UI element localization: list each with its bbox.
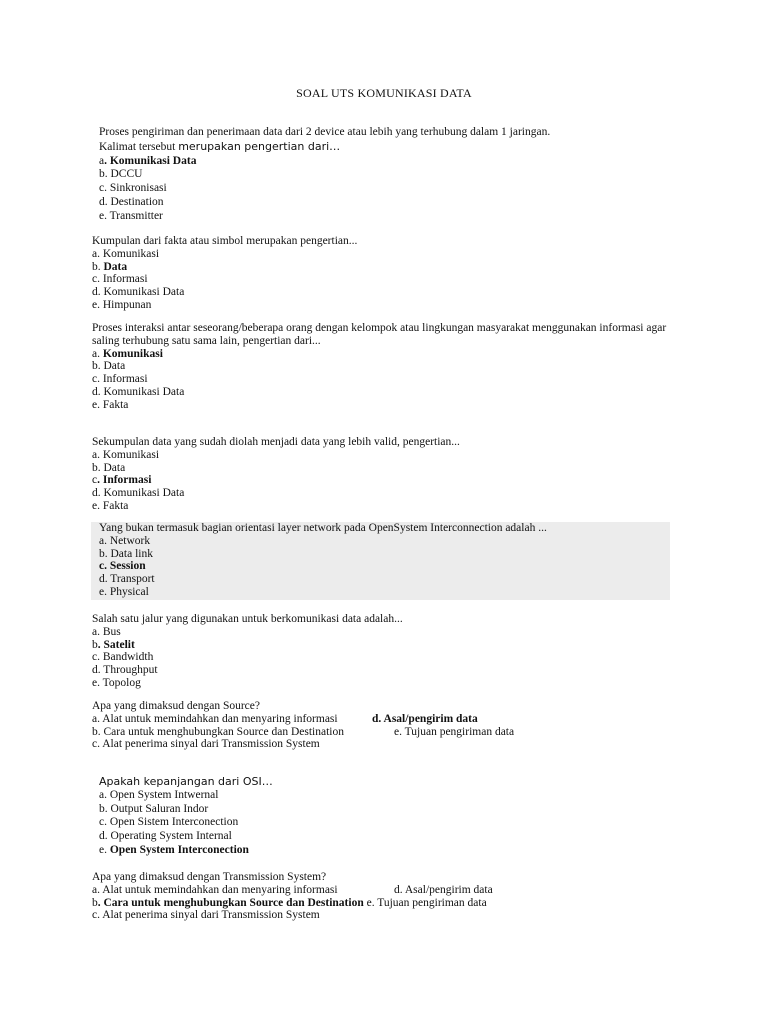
question-9: [92, 871, 682, 922]
question-1-option-a: [99, 155, 689, 169]
question-2-option-a: a. Komunikasi: [92, 247, 160, 260]
question-8-option-d: d. Operating System Internal: [99, 830, 232, 843]
question-6: [92, 613, 682, 690]
question-7: [92, 700, 682, 751]
question-3-option-e: e. Fakta: [92, 398, 129, 411]
question-4: [92, 436, 682, 513]
option-b-letter: b: [92, 638, 98, 651]
question-6-option-d: d. Throughput: [92, 664, 158, 677]
option-c-letter: c: [92, 474, 98, 487]
question-1: [99, 126, 689, 224]
question-4-text: Sekumpulan data yang sudah diolah menjadi data yang lebih valid, pengertian...: [92, 436, 460, 448]
option-a-answer: . Komunikasi Data: [104, 154, 197, 167]
question-3-option-c: c. Informasi: [92, 373, 148, 386]
option-c-answer: . Informasi: [97, 474, 152, 487]
question-6-text: Salah satu jalur yang digunakan untuk berkomunikasi data adalah...: [92, 613, 403, 625]
question-3-option-a: [92, 348, 682, 361]
question-6-option-e: e. Topolog: [92, 676, 141, 689]
question-7-row-2: [92, 726, 682, 739]
option-b-answer: Data: [103, 260, 128, 273]
question-1-option-b: b. DCCU: [99, 168, 143, 181]
question-2-option-e: e. Himpunan: [92, 298, 152, 311]
question-7-row-1: [92, 713, 682, 726]
question-7-text: Apa yang dimaksud dengan Source?: [92, 700, 260, 712]
question-3: [92, 322, 682, 412]
question-9-text: Apa yang dimaksud dengan Transmission System?: [92, 871, 327, 883]
question-4-option-a: a. Komunikasi: [92, 448, 160, 461]
question-1-option-d: d. Destination: [99, 195, 164, 208]
question-7-option-c: c. Alat penerima sinyal dari Transmission System: [92, 738, 320, 751]
question-2-option-c: c. Informasi: [92, 273, 148, 286]
option-a-letter: a.: [92, 347, 103, 360]
question-1-text-suffix: merupakan pengertian dari…: [178, 139, 341, 153]
question-4-option-b: b. Data: [92, 461, 126, 474]
question-5-text: Yang bukan termasuk bagian orientasi layer network pada OpenSystem Interconnection adalah ...: [99, 522, 547, 534]
option-a-answer: Komunikasi: [102, 347, 163, 360]
question-2-option-d: d. Komunikasi Data: [92, 286, 185, 299]
option-b-answer: . Satelit: [97, 638, 135, 651]
question-3-option-d: d. Komunikasi Data: [92, 385, 185, 398]
question-1-text-line-1: Proses pengiriman dan penerimaan data dari 2 device atau lebih yang terhubung dalam 1 jaringan.: [99, 126, 551, 138]
question-9-option-e: e. Tujuan pengiriman data: [363, 896, 487, 909]
question-9-option-a: a. Alat untuk memindahkan dan menyaring informasi: [92, 883, 338, 896]
option-a-letter: a: [99, 154, 105, 167]
question-4-option-d: d. Komunikasi Data: [92, 487, 185, 500]
question-8: [99, 775, 689, 858]
question-6-option-c: c. Bandwidth: [92, 651, 154, 664]
question-5-option-d: d. Transport: [99, 573, 155, 586]
option-b-letter: b.: [92, 260, 104, 273]
question-2-option-b: [92, 261, 682, 274]
question-4-option-e: e. Fakta: [92, 499, 129, 512]
question-8-text: Apakah kepanjangan dari OSI…: [99, 775, 273, 788]
question-1-text-line-2: [99, 140, 689, 155]
question-7-option-e: e. Tujuan pengiriman data: [394, 725, 515, 738]
question-3-option-b: b. Data: [92, 360, 126, 373]
question-8-option-e: [99, 844, 689, 858]
question-8-option-c: c. Open Sistem Interconection: [99, 816, 239, 829]
question-1-option-c: c. Sinkronisasi: [99, 182, 167, 195]
question-1-option-e: e. Transmitter: [99, 209, 163, 222]
question-5-option-c: c. Session: [99, 560, 146, 573]
question-3-text: Proses interaksi antar seseorang/beberapa orang dengan kelompok atau lingkungan masyarakat menggunakan informasi agar saling terhubung satu sama lain, pengertian dari...: [92, 322, 667, 347]
question-9-row-2: [92, 897, 682, 910]
question-8-option-a: a. Open System Intwernal: [99, 788, 219, 801]
question-7-option-d: d. Asal/pengirim data: [372, 712, 478, 725]
question-1-text-prefix: Kalimat tersebut: [99, 140, 179, 153]
question-9-row-1: [92, 884, 682, 897]
option-e-answer: Open System Interconection: [109, 843, 249, 856]
question-2: [92, 235, 682, 312]
question-4-option-c: [92, 474, 682, 487]
option-e-letter: e.: [99, 843, 110, 856]
option-b-letter: b: [92, 896, 98, 909]
question-5-option-b: b. Data link: [99, 547, 153, 560]
question-5-shaded-box: [91, 522, 670, 600]
question-8-option-b: b. Output Saluran Indor: [99, 802, 209, 815]
question-9-option-d: d. Asal/pengirim data: [394, 883, 493, 896]
question-2-text: Kumpulan dari fakta atau simbol merupakan pengertian...: [92, 235, 358, 247]
question-5-option-e: e. Physical: [99, 585, 149, 598]
question-9-option-c: c. Alat penerima sinyal dari Transmission System: [92, 909, 320, 922]
question-6-option-b: [92, 639, 682, 652]
option-b-answer: . Cara untuk menghubungkan Source dan Destination: [97, 896, 364, 909]
question-6-option-a: a. Bus: [92, 625, 121, 638]
question-5-option-a: a. Network: [99, 534, 151, 547]
question-7-option-a: a. Alat untuk memindahkan dan menyaring informasi: [92, 712, 338, 725]
page-title: SOAL UTS KOMUNIKASI DATA: [296, 86, 472, 100]
question-7-option-b: b. Cara untuk menghubungkan Source dan Destination: [92, 725, 344, 738]
